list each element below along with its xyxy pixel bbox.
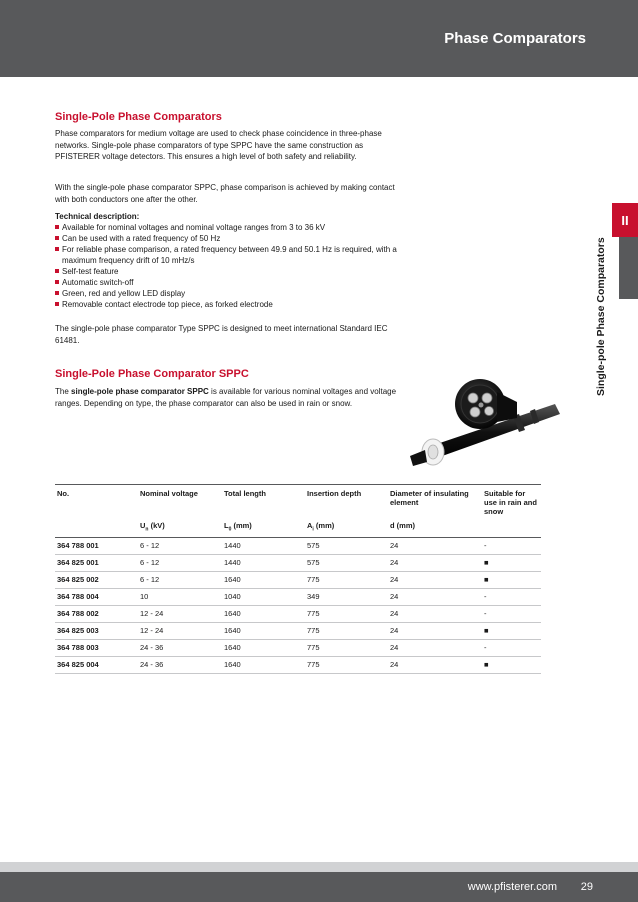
list-item: Green, red and yellow LED display	[55, 288, 400, 299]
sppc-paragraph-block	[55, 386, 400, 409]
table-cell: 364 825 002	[55, 571, 138, 588]
table-row	[55, 571, 541, 588]
phase-comparator-product-image	[405, 372, 570, 472]
table-row	[55, 588, 541, 605]
table-cell: 24	[388, 537, 482, 554]
table-cell: -	[482, 537, 541, 554]
table-cell: 12 - 24	[138, 605, 222, 622]
table-row	[55, 605, 541, 622]
table-cell: 1640	[222, 571, 305, 588]
column-header-rain-snow: Suitable for use in rain and snow	[484, 489, 537, 516]
page-title: Phase Comparators	[444, 30, 586, 47]
column-header-diameter: Diameter of insulating element	[390, 489, 469, 507]
table-body	[55, 537, 541, 673]
table-cell: 24 - 36	[138, 639, 222, 656]
table-cell: 24 - 36	[138, 656, 222, 673]
table-row	[55, 537, 541, 554]
bullet-square-icon	[55, 291, 59, 295]
unit-cell-length: $L_0$ (mm)	[222, 518, 305, 537]
table-row	[55, 656, 541, 673]
section-heading-sppc: Single-Pole Phase Comparator SPPC	[55, 368, 249, 380]
table-cell: ■	[482, 622, 541, 639]
comparison-paragraph: With the single-pole phase comparator SPPC, phase comparison is achieved by making contact with both conductors one after the other.	[55, 183, 395, 204]
table-row	[55, 622, 541, 639]
table-cell: ■	[482, 554, 541, 571]
unit-cell	[482, 518, 541, 537]
unit-cell-voltage: $U_n$ (kV)	[138, 518, 222, 537]
table-cell: 775	[305, 656, 388, 673]
table-cell: 6 - 12	[138, 571, 222, 588]
standard-paragraph: The single-pole phase comparator Type SPPC is designed to meet international Standard IEC 61481.	[55, 324, 388, 345]
table-row	[55, 639, 541, 656]
table-cell: 6 - 12	[138, 554, 222, 571]
table-cell: 1640	[222, 605, 305, 622]
table-cell: 775	[305, 571, 388, 588]
list-item: Available for nominal voltages and nominal voltage ranges from 3 to 36 kV	[55, 222, 400, 233]
table-cell: 575	[305, 554, 388, 571]
table-cell: 575	[305, 537, 388, 554]
standard-paragraph-block	[55, 323, 400, 346]
side-section-label: Single-pole Phase Comparators	[595, 237, 607, 396]
table-cell: 1440	[222, 554, 305, 571]
table-cell: 775	[305, 622, 388, 639]
comparison-paragraph-block	[55, 182, 400, 205]
section-tab[interactable]: II	[612, 203, 638, 237]
product-table	[55, 484, 541, 674]
table-cell: ■	[482, 656, 541, 673]
unit-cell-depth: $A_i$ (mm)	[305, 518, 388, 537]
table-cell: 12 - 24	[138, 622, 222, 639]
bullet-square-icon	[55, 269, 59, 273]
table-cell: 364 788 001	[55, 537, 138, 554]
list-item: For reliable phase comparison, a rated frequency between 49.9 and 50.1 Hz is required, with a maximum frequency drift of 10 mHz/s	[55, 244, 400, 266]
table-cell: -	[482, 588, 541, 605]
page-number: 29	[580, 881, 593, 893]
table-cell: -	[482, 605, 541, 622]
column-header-no: No.	[57, 489, 70, 498]
section-heading-phase-comparators: Single-Pole Phase Comparators	[55, 111, 222, 123]
table-cell: 24	[388, 622, 482, 639]
table-cell: 10	[138, 588, 222, 605]
list-item: Can be used with a rated frequency of 50 Hz	[55, 233, 400, 244]
intro-paragraph: Phase comparators for medium voltage are used to check phase coincidence in three-phase networks. Single-pole phase comparators of type SPPC have the same construction as PFISTERER voltage detectors. This ensures a high level of both safety and reliability.	[55, 129, 382, 161]
bullet-square-icon	[55, 247, 59, 251]
bullet-square-icon	[55, 280, 59, 284]
technical-description-title: Technical description:	[55, 212, 140, 221]
intro-paragraph-block	[55, 128, 400, 163]
table-cell: 775	[305, 605, 388, 622]
list-item: Removable contact electrode top piece, as forked electrode	[55, 299, 400, 310]
table-cell: 364 825 001	[55, 554, 138, 571]
table-cell: 1640	[222, 656, 305, 673]
column-header-total-length: Total length	[224, 489, 266, 498]
table-cell: 364 788 003	[55, 639, 138, 656]
footer-light-strip	[0, 862, 638, 872]
technical-bullet-list	[55, 222, 400, 310]
table-cell: 24	[388, 639, 482, 656]
unit-cell-diameter: d (mm)	[388, 518, 482, 537]
table-cell: 24	[388, 588, 482, 605]
table-units-row	[55, 518, 541, 537]
bullet-square-icon	[55, 302, 59, 306]
list-item: Automatic switch-off	[55, 277, 400, 288]
table-cell: 24	[388, 656, 482, 673]
table-cell: 6 - 12	[138, 537, 222, 554]
table-cell: 24	[388, 571, 482, 588]
table-cell: ■	[482, 571, 541, 588]
table-cell: 1440	[222, 537, 305, 554]
unit-cell	[55, 518, 138, 537]
list-item: Self-test feature	[55, 266, 400, 277]
side-tab-marker	[619, 237, 638, 299]
table-cell: 364 788 002	[55, 605, 138, 622]
table-header-row	[55, 485, 541, 519]
bullet-square-icon	[55, 225, 59, 229]
footer-website-link[interactable]: www.pfisterer.com	[467, 881, 557, 893]
table-cell: 1640	[222, 639, 305, 656]
table-cell: 364 825 003	[55, 622, 138, 639]
table-cell: 1040	[222, 588, 305, 605]
technical-description	[55, 211, 400, 310]
table-cell: -	[482, 639, 541, 656]
table-cell: 349	[305, 588, 388, 605]
table-cell: 1640	[222, 622, 305, 639]
table-cell: 364 788 004	[55, 588, 138, 605]
table-cell: 364 825 004	[55, 656, 138, 673]
table-cell: 24	[388, 605, 482, 622]
column-header-insertion-depth: Insertion depth	[307, 489, 362, 498]
bullet-square-icon	[55, 236, 59, 240]
column-header-nominal-voltage: Nominal voltage	[140, 489, 198, 498]
sppc-paragraph: The single-pole phase comparator SPPC is available for various nominal voltages and voltage ranges. Depending on type, the phase comparator can also be used in rain or snow.	[55, 387, 397, 408]
table-row	[55, 554, 541, 571]
table-cell: 24	[388, 554, 482, 571]
table-cell: 775	[305, 639, 388, 656]
